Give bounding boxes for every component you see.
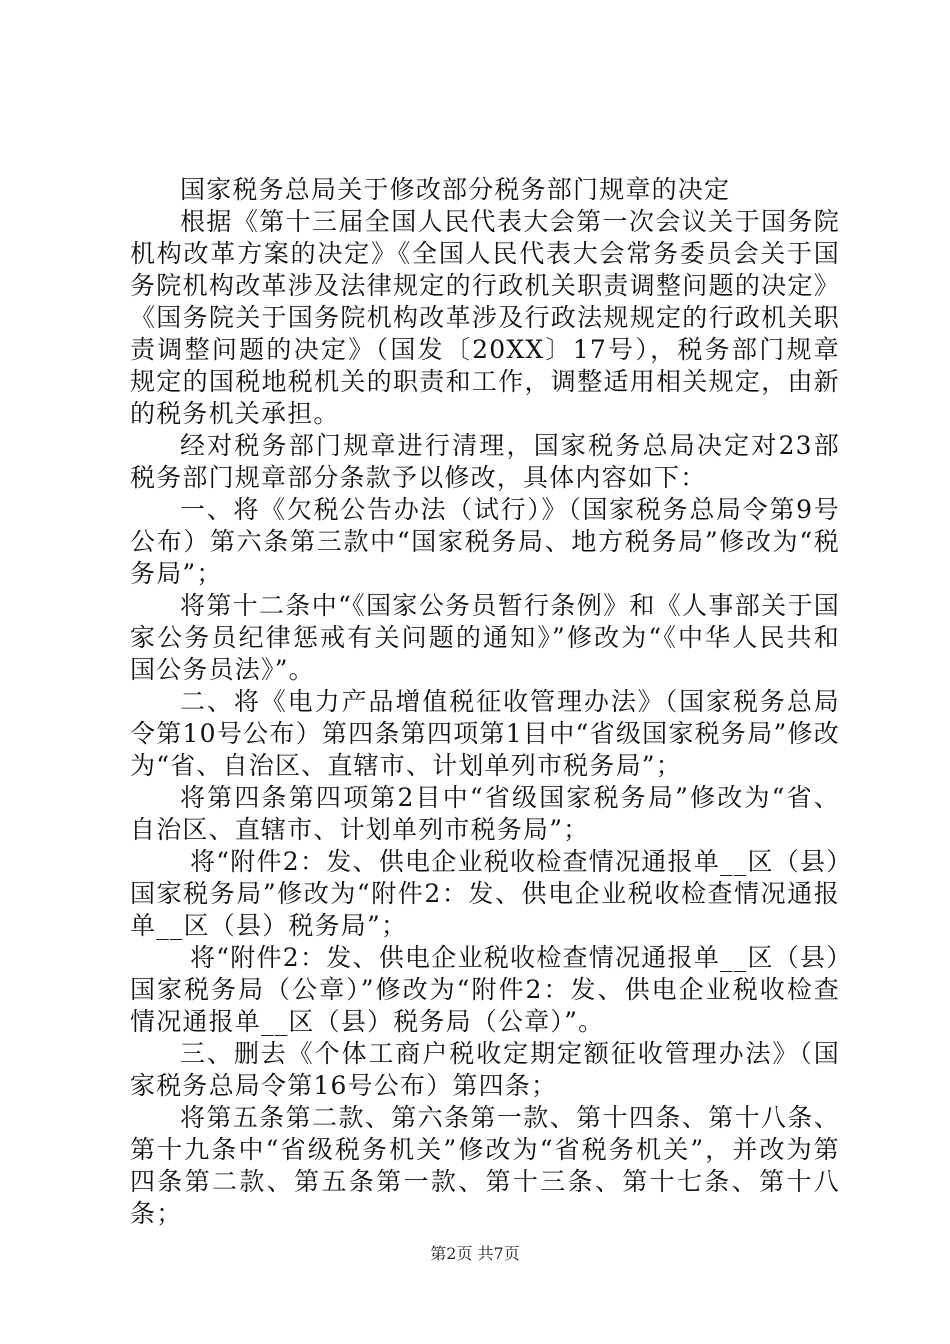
paragraph-item-3: 三、删去《个体工商户税收定期定额征收管理办法》（国家税务总局令第16号公布）第四条； [130,1039,840,1100]
paragraph-item-2-sub-c: 将“附件2：发、供电企业税收检查情况通报单__区（县）国家税务局（公章）”修改为“附件2：发、供电企业税收检查情况通报单__区（县）税务局（公章）”。 [130,943,840,1036]
paragraph-basis: 根据《第十三届全国人民代表大会第一次会议关于国务院机构改革方案的决定》《全国人民代表大会常务委员会关于国务院机构改革涉及法律规定的行政机关职责调整问题的决定》《国务院关于国务院机构改革涉及行政法规规定的行政机关职责调整问题的决定》（国发〔20XX〕17号），税务部门规章规定的国税地税机关的职责和工作，调整适用相关规定，由新的税务机关承担。 [130,207,840,428]
paragraph-item-1: 一、将《欠税公告办法（试行）》（国家税务总局令第9号公布）第六条第三款中“国家税务局、地方税务局”修改为“税务局”； [130,495,840,588]
paragraph-intro: 经对税务部门规章进行清理，国家税务总局决定对23部税务部门规章部分条款予以修改，具体内容如下： [130,431,840,492]
paragraph-item-2: 二、将《电力产品增值税征收管理办法》（国家税务总局令第10号公布）第四条第四项第1目中“省级国家税务局”修改为“省、自治区、直辖市、计划单列市税务局”； [130,687,840,780]
paragraph-item-3-sub: 将第五条第二款、第六条第一款、第十四条、第十八条、第十九条中“省级税务机关”修改为“省税务机关”，并改为第四条第二款、第五条第一款、第十三条、第十七条、第十八条； [130,1103,840,1228]
paragraph-item-2-sub-b: 将“附件2：发、供电企业税收检查情况通报单__区（县）国家税务局”修改为“附件2：发、供电企业税收检查情况通报单__区（县）税务局”； [130,847,840,940]
document-body [130,174,840,1230]
paragraph-item-1-sub: 将第十二条中“《国家公务员暂行条例》和《人事部关于国家公务员纪律惩戒有关问题的通知》”修改为“《中华人民共和国公务员法》”。 [130,591,840,684]
document-title: 国家税务总局关于修改部分税务部门规章的决定 [180,175,731,204]
paragraph-item-2-sub-a: 将第四条第四项第2目中“省级国家税务局”修改为“省、自治区、直辖市、计划单列市税务局”； [130,783,840,844]
page-number-footer: 第2页 共7页 [430,1244,520,1263]
